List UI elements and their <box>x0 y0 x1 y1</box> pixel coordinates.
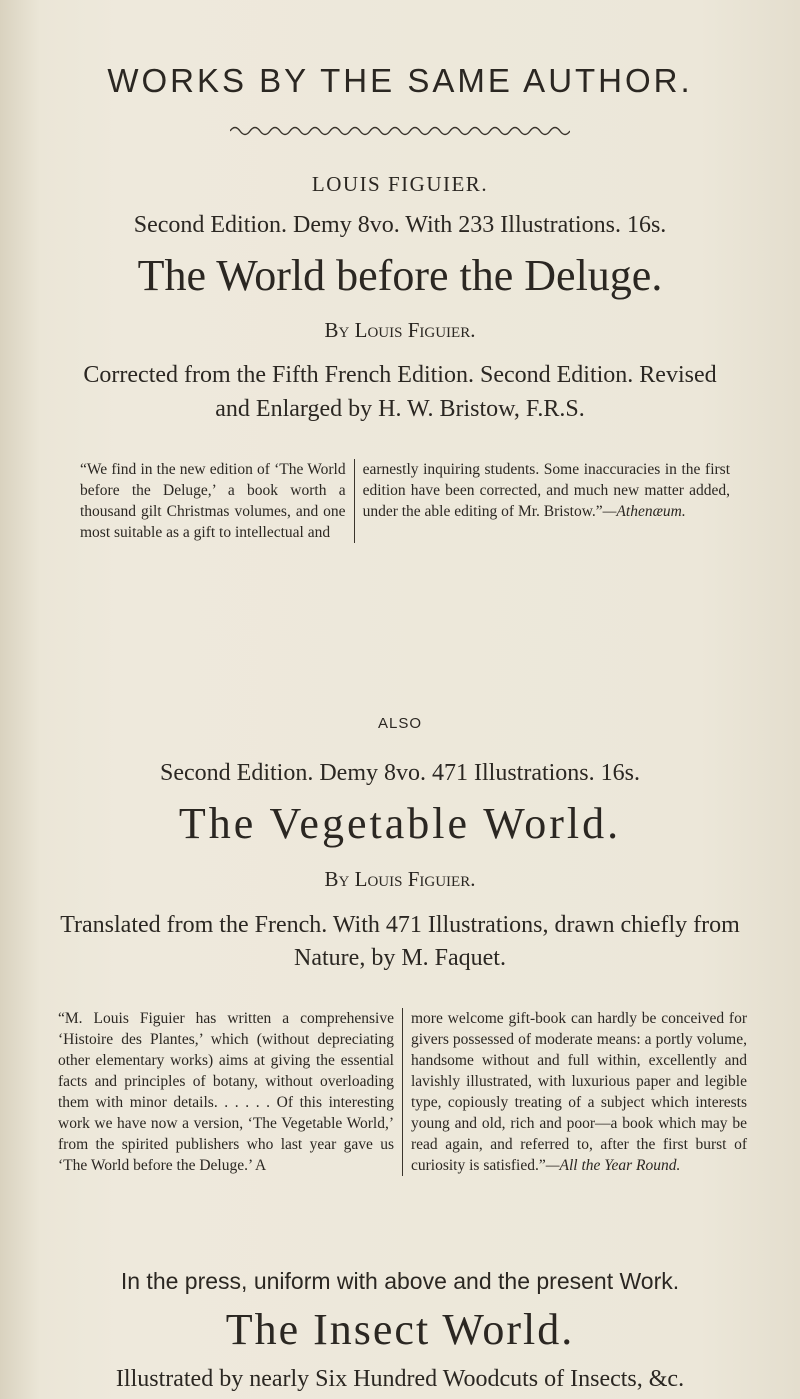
column-divider <box>402 1008 403 1176</box>
book1-byline: By Louis Figuier. <box>324 318 476 342</box>
author-name: LOUIS FIGUIER. <box>311 172 489 196</box>
book2-title: The Vegetable World. <box>178 799 622 848</box>
book2-review-source: —All the Year Round. <box>545 1157 681 1174</box>
book2-review-col2: more welcome gift-book can hardly be conceived for givers possessed of moderate means: a portly volume, handsome without and full within, excellently and lavishly illustrated, with luxurious paper and legible type, copiously treating of a subject which interests young and old, rich and poor—a book which may be read again, and referred to, after the first burst of curiosity is satisfied.”—All the Year Round. <box>411 1010 747 1174</box>
book3-desc: Illustrated by nearly Six Hundred Woodcuts of Insects, &c. <box>115 1366 685 1392</box>
column-divider <box>354 459 355 543</box>
page-heading: WORKS BY THE SAME AUTHOR. <box>107 62 693 99</box>
book2-review <box>58 1008 748 1176</box>
book2-byline: By Louis Figuier. <box>324 867 476 891</box>
book1-desc-line2: and Enlarged by H. W. Bristow, F.R.S. <box>215 396 585 422</box>
wavy-ornament-rule <box>230 124 570 138</box>
book1-review <box>80 459 730 543</box>
book2-desc-line1: Translated from the French. With 471 Illustrations, drawn chiefly from <box>60 912 740 938</box>
also-label: ALSO <box>377 715 423 732</box>
book1-edition: Second Edition. Demy 8vo. With 233 Illustrations. 16s. <box>133 212 667 238</box>
book1-title: The World before the Deluge. <box>137 251 663 300</box>
book1-review-col2: earnestly inquiring students. Some inaccuracies in the first edition have been corrected, and much new matter added, under the able editing of Mr. Bristow.”—Athenæum. <box>362 461 730 520</box>
book2-review-col1: “M. Louis Figuier has written a comprehensive ‘Histoire des Plantes,’ which (without depreciating other elementary works) aims at giving the essential facts and principles of botany, without overloading them with minor details. . . . . . Of this interesting work we have now a version, ‘The Vegetable World,’ from the spirited publishers who last year gave us ‘The World before the Deluge.’ A <box>58 1010 394 1174</box>
book1-review-col1: “We find in the new edition of ‘The World before the Deluge,’ a book worth a thousand gilt Christmas volumes, and one most suitable as a gift to intellectual and <box>80 461 346 541</box>
book3-title: The Insect World. <box>225 1305 575 1354</box>
book1-review-source: —Athenæum. <box>602 503 686 520</box>
book2-desc-line2: Nature, by M. Faquet. <box>294 945 506 971</box>
book1-desc-line1: Corrected from the Fifth French Edition. Second Edition. Revised <box>83 362 717 388</box>
book2-edition: Second Edition. Demy 8vo. 471 Illustrations. 16s. <box>160 760 640 786</box>
press-note: In the press, uniform with above and the present Work. <box>120 1268 680 1294</box>
